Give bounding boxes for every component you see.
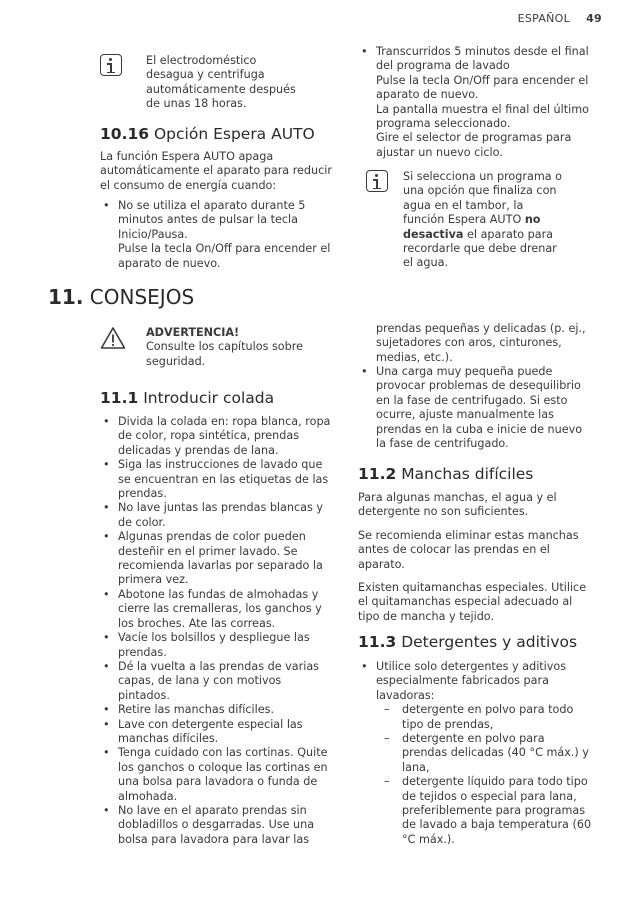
warning-icon: [100, 326, 126, 350]
page-number: 49: [586, 12, 602, 25]
section-heading-11-1: 11.1 Introducir colada: [100, 389, 275, 407]
list-item: • Lave con detergente especial las manchas difíciles.: [100, 718, 345, 747]
list-item: – detergente en polvo para prendas delicadas (40 °C máx.) y lana,: [376, 732, 613, 775]
list-item: • Abotone las fundas de almohadas y cierre las cremalleras, los ganchos y los broches. Ate las correas.: [100, 588, 345, 631]
continued-text: prendas pequeñas y delicadas (p. ej., sujetadores con aros, cinturones, medias, etc.).: [376, 322, 586, 364]
list-item: • No lave juntas las prendas blancas y de color.: [100, 501, 345, 530]
info-icon: [366, 170, 388, 192]
bullet-list: [358, 365, 613, 451]
info-note-text: Si selecciona un programa o una opción que finaliza con agua en el tambor, la función Espera AUTO no desactiva el aparato para recordarle que debe drenar el agua.: [403, 170, 562, 270]
section-heading-11-2: 11.2 Manchas difíciles: [358, 465, 534, 483]
list-item: • Siga las instrucciones de lavado que se encuentran en las etiquetas de las prendas.: [100, 458, 345, 501]
dash-list: [376, 703, 613, 847]
info-icon: [100, 54, 122, 76]
paragraph: Para algunas manchas, el agua y el detergente no son suficientes.: [358, 491, 557, 519]
list-item: • Dé la vuelta a las prendas de varias capas, de lana y con motivos pintados.: [100, 660, 345, 703]
section-heading-10-16: 10.16 Opción Espera AUTO: [100, 125, 315, 143]
section-10-16-intro: La función Espera AUTO apaga automáticamente el aparato para reducir el consumo de energía cuando:: [100, 150, 332, 192]
list-item: – detergente líquido para todo tipo de tejidos o especial para lana, preferiblemente para programas de lavado a baja temperatura (60 °C máx.).: [376, 775, 613, 847]
section-heading-11-3: 11.3 Detergentes y aditivos: [358, 633, 578, 651]
list-item: • Una carga muy pequeña puede provocar problemas de desequilibrio en la fase de centrifugado. Si esto ocurre, ajuste manualmente las prendas en la cuba e inicie de nuevo la fase de centrifugado.: [358, 365, 613, 451]
page-header: [518, 12, 602, 25]
paragraph: Existen quitamanchas especiales. Utilice el quitamanchas especial adecuado al tipo de mancha y tejido.: [358, 581, 587, 623]
info-note: [366, 170, 606, 271]
bullet-list: [358, 660, 613, 847]
list-item: • Retire las manchas difíciles.: [100, 703, 345, 717]
list-item: • Algunas prendas de color pueden desteñir en el primer lavado. Se recomienda lavarlas por separado la primera vez.: [100, 530, 345, 588]
bullet-list: [100, 415, 345, 847]
list-item: • Utilice solo detergentes y aditivos especialmente fabricados para lavadoras: – detergente en polvo para todo tipo de prendas, – detergente en polvo para prendas delicadas (40 °C máx.) y lana, – detergente líquido para todo tipo de tejidos o especial para lana, preferiblemente para programas de lavado a baja temperatura (60 °C máx.).: [358, 660, 613, 847]
warning-note: [100, 326, 330, 369]
section-11-2-body: [358, 491, 613, 633]
chapter-heading: 11. CONSEJOS: [48, 285, 195, 309]
list-item: • Divida la colada en: ropa blanca, ropa de color, ropa sintética, prendas delicadas y prendas de lana.: [100, 415, 345, 458]
list-item: • No lave en el aparato prendas sin dobladillos o desgarradas. Use una bolsa para lavadora para lavar las: [100, 804, 345, 847]
paragraph: Se recomienda eliminar estas manchas antes de colocar las prendas en el aparato.: [358, 528, 579, 571]
bullet-list: [100, 199, 345, 271]
list-item: • Vacíe los bolsillos y despliegue las prendas.: [100, 631, 345, 660]
list-item: • No se utiliza el aparato durante 5 minutos antes de pulsar la tecla Inicio/Pausa. Pulse la tecla On/Off para encender el aparato de nuevo.: [100, 199, 345, 271]
header-language: ESPAÑOL: [517, 12, 571, 25]
list-item: • Tenga cuidado con las cortinas. Quite los ganchos o coloque las cortinas en una bolsa para lavadora o funda de almohada.: [100, 746, 345, 804]
info-note: [100, 54, 320, 112]
bullet-list: [358, 45, 608, 160]
list-item: • Transcurridos 5 minutos desde el final del programa de lavado Pulse la tecla On/Off para encender el aparato de nuevo. La pantalla muestra el final del último programa seleccionado. Gire el selector de programas para ajustar un nuevo ciclo.: [358, 45, 608, 160]
info-note-text: El electrodoméstico desagua y centrifuga automáticamente después de unas 18 horas.: [146, 54, 296, 111]
list-item: – detergente en polvo para todo tipo de prendas,: [376, 703, 613, 732]
warning-text: ADVERTENCIA! Consulte los capítulos sobre seguridad.: [146, 326, 303, 368]
